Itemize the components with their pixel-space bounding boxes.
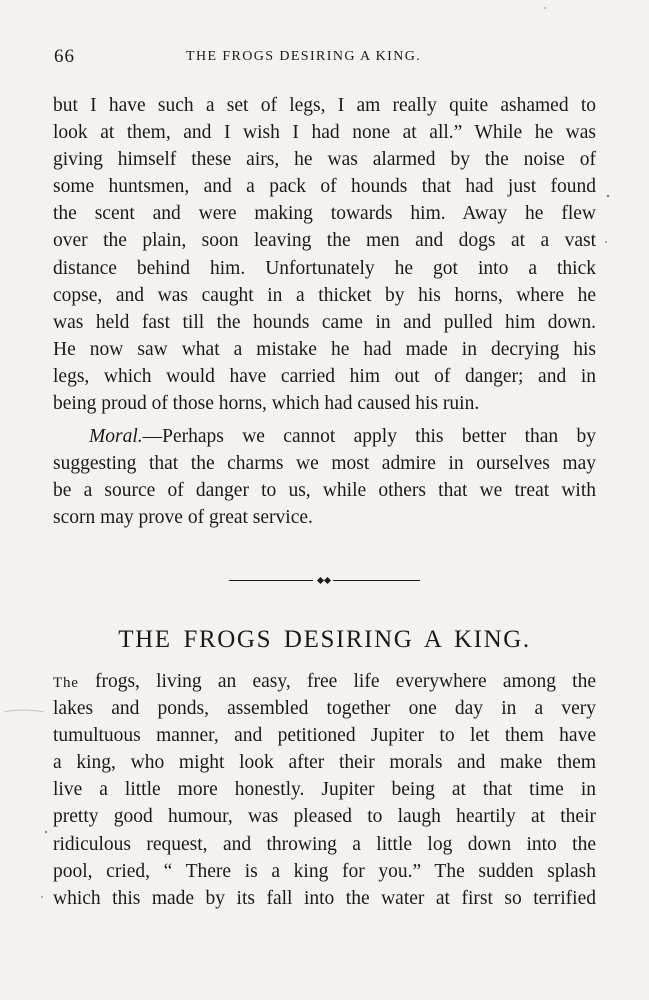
running-title: THE FROGS DESIRING A KING. (186, 49, 422, 64)
first-line-text: frogs, living an easy, free life everywhere among the (78, 671, 596, 692)
text-line: being proud of those horns, which had caused his ruin. (53, 393, 480, 415)
section-heading: THE FROGS DESIRING A KING. (118, 626, 531, 653)
text-line: the scent and were making towards him. Away he flew (53, 203, 596, 225)
text-line: look at them, and I wish I had none at all.” While he was (53, 122, 596, 144)
text-line: tumultuous manner, and petitioned Jupiter to let them have (53, 725, 596, 747)
text-line: suggesting that the charms we most admire in ourselves may (53, 453, 596, 475)
paper-speck (544, 7, 546, 9)
first-word: The (53, 675, 79, 691)
text-line: over the plain, soon leaving the men and dogs at a vast (53, 230, 596, 252)
text-line: lakes and ponds, assembled together one day in a very (53, 698, 596, 720)
text-line: scorn may prove of great service. (53, 507, 313, 529)
text-line: live a little more honestly. Jupiter being at that time in (53, 779, 596, 801)
moral-label: Moral. (89, 426, 143, 447)
text-line: but I have such a set of legs, I am really quite ashamed to (53, 95, 596, 116)
paper-speck (607, 195, 610, 198)
text-line: some huntsmen, and a pack of hounds that had just found (53, 176, 596, 198)
moral-first-line-text: —Perhaps we cannot apply this better than by (142, 426, 596, 447)
text-line: distance behind him. Unfortunately he got into a thick (53, 257, 596, 279)
paper-crease (4, 710, 44, 712)
paper-speck (41, 896, 43, 898)
text-line: pool, cried, “ There is a king for you.” The sudden splash (53, 860, 596, 882)
page-number: 66 (54, 46, 75, 67)
text-line: He now saw what a mistake he had made in decrying his (53, 338, 596, 360)
paper-speck (45, 831, 47, 833)
text-line: was held fast till the hounds came in and pulled him down. (53, 311, 596, 333)
text-line: legs, which would have carried him out of danger; and in (53, 365, 596, 387)
text-line: ridiculous request, and throwing a little log down into the (53, 833, 596, 855)
text-line: a king, who might look after their morals and make them (53, 752, 596, 774)
text-line: copse, and was caught in a thicket by his horns, where he (53, 284, 596, 306)
text-line: be a source of danger to us, while others that we treat with (53, 480, 596, 502)
text-line: pretty good humour, was pleased to laugh heartily at their (53, 806, 596, 828)
text-line: which this made by its fall into the water at first so terrified (53, 887, 596, 909)
text-line: giving himself these airs, he was alarmed by the noise of (53, 149, 596, 171)
paper-speck (605, 241, 607, 243)
